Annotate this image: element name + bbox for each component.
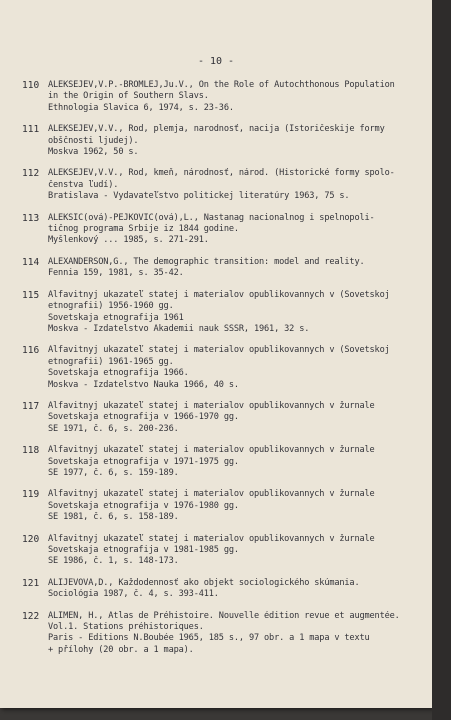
- entry-number: 115: [22, 289, 40, 301]
- entry-line: + přílohy (20 obr. a 1 mapa).: [48, 644, 194, 655]
- entry-line: etnografii) 1961-1965 gg.: [48, 356, 174, 367]
- entry-text: [48, 257, 427, 280]
- entry-number: 116: [22, 345, 40, 357]
- bibliography-entry: [22, 611, 427, 657]
- bibliography-entry: [22, 534, 427, 568]
- bibliography-entry: [22, 401, 427, 435]
- entry-text: [48, 290, 427, 336]
- bibliography-entry: [22, 124, 427, 158]
- entry-line: Alfavitnyj ukazateľ statej i materialov opublikovannych v žurnale: [48, 400, 375, 411]
- entry-line: tičnog programa Srbije iz 1844 godine.: [48, 224, 239, 235]
- entry-number: 117: [22, 400, 40, 412]
- entry-line: čenstva ľudí).: [48, 179, 119, 190]
- entry-line: Alfavitnyj ukazateľ statej i materialov opublikovannych v žurnale: [48, 533, 375, 544]
- entry-line: Sovetskaja etnografija v 1971-1975 gg.: [48, 456, 239, 467]
- entry-line: ALEKSIĆ(ová)-PEJKOVIĆ(ová),L., Nastanag nacionalnog i spelnopoli-: [48, 212, 375, 223]
- bibliography-entry: [22, 445, 427, 479]
- entry-number: 120: [22, 533, 40, 545]
- entry-line: etnografii) 1956-1960 gg.: [48, 301, 174, 312]
- entry-text: [48, 578, 427, 601]
- entry-line: Sovetskaja etnografija v 1981-1985 gg.: [48, 545, 239, 555]
- entry-text: [48, 611, 427, 657]
- entry-line: Alfavitnyj ukazateľ statej i materialov opublikovannych v žurnale: [48, 445, 375, 456]
- entry-line: ALEKSEJEV,V.P.-BROMLEJ,Ju.V., On the Role of Autochthonous Population: [48, 80, 395, 90]
- bibliography-entry: [22, 290, 427, 336]
- entry-line: ALEXANDERSON,G., The demographic transition: model and reality.: [48, 256, 365, 267]
- entry-line: ALEKSEJEV,V.V., Rod, plemja, narodnosť, nacija (Istoričeskije formy: [48, 124, 385, 135]
- entry-line: Ethnologia Slavica 6, 1974, s. 23-36.: [48, 102, 234, 113]
- entry-line: in the Origin of Southern Slavs.: [48, 91, 209, 102]
- entry-line: Moskva 1962, 50 s.: [48, 147, 139, 158]
- entry-line: Fennia 159, 1981, s. 35-42.: [48, 268, 184, 279]
- entry-text: [48, 445, 427, 479]
- entry-line: SE 1971, č. 6, s. 200-236.: [48, 423, 179, 434]
- entry-text: [48, 168, 427, 202]
- entry-line: ALIJEVOVÁ,D., Každodennosť ako objekt sociologického skúmania.: [48, 577, 360, 588]
- entry-number: 118: [22, 445, 40, 457]
- bibliography-entry: [22, 578, 427, 601]
- entry-line: Vol.1. Stations préhistoriques.: [48, 622, 204, 633]
- entry-line: Alfavitnyj ukazateľ statej i materialov opublikovannych v žurnale: [48, 489, 375, 500]
- page-number: - 10 -: [197, 56, 235, 67]
- bibliography-entry: [22, 257, 427, 280]
- entry-text: [48, 489, 427, 523]
- bibliography-entry: [22, 489, 427, 523]
- entry-line: Myšlenkový ... 1985, s. 271-291.: [48, 235, 209, 246]
- entry-line: Sovetskaja etnografija v 1976-1980 gg.: [48, 500, 239, 511]
- entry-number: 122: [22, 610, 40, 622]
- entry-text: [48, 213, 427, 247]
- entry-line: SE 1981, č. 6, s. 158-189.: [48, 512, 179, 523]
- page-edge-shadow: [432, 0, 451, 720]
- entry-line: SE 1977, č. 6, s. 159-189.: [48, 467, 179, 478]
- entry-text: [48, 534, 427, 568]
- entry-line: Sovetskaja etnografija v 1966-1970 gg.: [48, 412, 239, 423]
- entry-number: 112: [22, 168, 40, 180]
- bibliography-entry: [22, 80, 427, 114]
- entry-line: Moskva - Izdatelstvo Akademii nauk SSSR, 1961, 32 s.: [48, 323, 310, 334]
- entry-line: SE 1986, č. 1, s. 148-173.: [48, 556, 179, 567]
- entry-number: 113: [22, 212, 40, 224]
- entry-line: Moskva - Izdatelstvo Nauka 1966, 40 s.: [48, 379, 239, 390]
- entry-number: 114: [22, 256, 40, 268]
- bibliography-list: [22, 80, 427, 666]
- entry-line: obščnosti ljudej).: [48, 135, 139, 146]
- bibliography-entry: [22, 345, 427, 391]
- entry-number: 111: [22, 124, 40, 136]
- entry-number: 119: [22, 489, 40, 501]
- entry-line: ALIMEN, H., Atlas de Préhistoire. Nouvelle édition revue et augmentée.: [48, 610, 400, 621]
- entry-line: Paris - Éditions N.Boubée 1965, 185 s., 97 obr. a 1 mapa v textu: [48, 633, 370, 644]
- entry-line: ALEKSEJEV,V.V., Rod, kmeň, národnosť, národ. (Historické formy spolo-: [48, 168, 395, 179]
- entry-text: [48, 80, 427, 114]
- entry-text: [48, 401, 427, 435]
- entry-number: 110: [22, 80, 40, 91]
- entry-line: Sovetskaja etnografija 1961: [48, 312, 184, 323]
- bibliography-entry: [22, 213, 427, 247]
- entry-line: Sovetskaja etnografija 1966.: [48, 368, 189, 379]
- entry-line: Alfavitnyj ukazateľ statej i materialov opublikovannych v (Sovetskoj: [48, 289, 390, 300]
- entry-text: [48, 345, 427, 391]
- entry-line: Alfavitnyj ukazateľ statej i materialov opublikovannych v (Sovetskoj: [48, 345, 390, 356]
- bibliography-entry: [22, 168, 427, 202]
- entry-number: 121: [22, 577, 40, 589]
- entry-line: Bratislava - Vydavateľstvo politickej literatúry 1963, 75 s.: [48, 191, 350, 202]
- entry-text: [48, 124, 427, 158]
- entry-line: Sociológia 1987, č. 4, s. 393-411.: [48, 589, 219, 600]
